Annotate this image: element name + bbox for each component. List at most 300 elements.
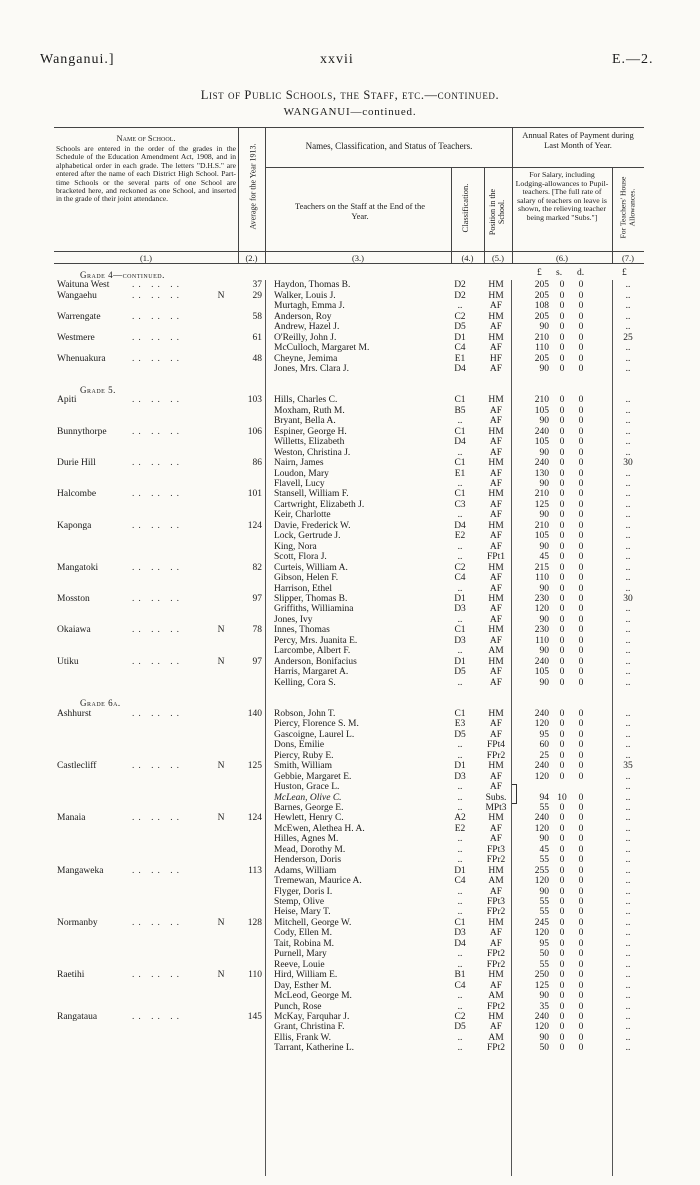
teacher-name: Mitchell, George W. — [274, 917, 352, 928]
classification: C2 — [454, 562, 466, 573]
average-attendance: 78 — [252, 625, 262, 636]
salary-shillings: 0 — [559, 802, 565, 813]
table-row — [0, 291, 700, 301]
salary-pounds: 60 — [539, 740, 549, 751]
house-allowance: .. — [625, 499, 631, 510]
leader-dots: .. .. .. — [132, 593, 183, 604]
position: AF — [489, 322, 503, 333]
salary-pence: 0 — [578, 897, 584, 907]
table-row — [0, 813, 700, 823]
position: AF — [489, 301, 503, 312]
classification: B1 — [454, 970, 466, 981]
salary-shillings: 10 — [557, 792, 567, 803]
classification-column-head: Classification. — [460, 183, 470, 233]
average-attendance: 48 — [252, 353, 262, 364]
classification: C4 — [454, 343, 466, 354]
school-name: Utiku — [57, 656, 79, 667]
table-row — [0, 615, 700, 625]
leader-dots: .. .. .. — [132, 1011, 183, 1022]
leader-dots: .. .. .. — [132, 708, 183, 719]
position: HM — [488, 656, 504, 667]
salary-pence: 0 — [578, 531, 584, 542]
salary-shillings: 0 — [559, 1032, 565, 1043]
teacher-name: Cody, Ellen M. — [274, 928, 332, 939]
salary-pounds: 210 — [534, 489, 549, 500]
salary-shillings: 0 — [559, 458, 565, 469]
house-allowance: .. — [625, 823, 631, 834]
salary-shillings: 0 — [559, 1022, 565, 1033]
salary-pounds: 240 — [534, 813, 549, 824]
table-row — [0, 939, 700, 949]
position: AF — [489, 405, 503, 416]
salary-pence: 0 — [578, 510, 584, 521]
salary-shillings: 0 — [559, 844, 565, 855]
grade-heading — [0, 698, 700, 708]
salary-pence: 0 — [578, 917, 584, 928]
classification: .. — [457, 541, 463, 552]
classification: .. — [457, 1043, 463, 1054]
leader-dots: .. .. .. — [132, 332, 183, 343]
salary-pounds: 45 — [539, 552, 549, 563]
table-row — [0, 866, 700, 876]
table-row — [0, 949, 700, 959]
salary-shillings: 0 — [559, 928, 565, 939]
teacher-name: Keir, Charlotte — [274, 510, 331, 521]
house-allowance: .. — [625, 667, 631, 678]
position: AF — [489, 447, 503, 458]
salary-shillings: 0 — [559, 771, 565, 782]
salary-pounds: 55 — [539, 959, 549, 970]
leader-dots: .. .. .. — [132, 520, 183, 531]
salary-pence: 0 — [578, 1001, 584, 1012]
salary-pence: 0 — [578, 855, 584, 866]
salary-shillings: 0 — [559, 677, 565, 688]
table-row — [0, 793, 700, 803]
school-name: Durie Hill — [57, 458, 96, 469]
classification: D5 — [454, 322, 466, 333]
house-allowance: .. — [625, 646, 631, 657]
salary-shillings: 0 — [559, 322, 565, 333]
house-allowance: .. — [625, 917, 631, 928]
grade-label: Grade 6a. — [80, 698, 121, 709]
salary-pounds: 250 — [534, 970, 549, 981]
house-allowance: .. — [625, 520, 631, 531]
position: HM — [488, 332, 504, 343]
house-allowance: .. — [625, 1043, 631, 1054]
school-name: Castlecliff — [57, 761, 97, 772]
classification: D4 — [454, 364, 466, 375]
school-name: Mangaweka — [57, 865, 104, 876]
salary-pounds: 90 — [539, 364, 549, 375]
salary-pounds: 90 — [539, 1032, 549, 1043]
position: HM — [488, 865, 504, 876]
house-allowance: .. — [625, 729, 631, 740]
position: HM — [488, 458, 504, 469]
salary-shillings: 0 — [559, 917, 565, 928]
house-allowance: .. — [625, 322, 631, 333]
salary-pounds: 90 — [539, 479, 549, 489]
teacher-name: Henderson, Doris — [274, 855, 342, 866]
position: HM — [488, 593, 504, 604]
salary-pounds: 45 — [539, 844, 549, 855]
position: HM — [488, 395, 504, 406]
average-attendance: 97 — [252, 593, 262, 604]
salary-pence: 0 — [578, 667, 584, 678]
position: HM — [488, 1011, 504, 1022]
salary-pence: 0 — [578, 907, 584, 918]
house-allowance: .. — [625, 479, 631, 489]
teacher-name: Punch, Rose — [274, 1001, 322, 1012]
leader-dots: .. .. .. — [132, 280, 183, 291]
table-row — [0, 625, 700, 635]
house-allowance: .. — [625, 886, 631, 897]
table-row — [0, 312, 700, 322]
school-name: Bunnythorpe — [57, 426, 107, 437]
house-allowance: .. — [625, 907, 631, 918]
house-allowance: .. — [625, 876, 631, 887]
teacher-name: Scott, Flora J. — [274, 552, 327, 563]
position: HM — [488, 489, 504, 500]
school-column-head: Name of School. — [116, 133, 176, 143]
teacher-name: Adams, William — [274, 865, 337, 876]
salary-pence: 0 — [578, 405, 584, 416]
col-num-4: (4.) — [461, 253, 474, 263]
salary-pence: 0 — [578, 332, 584, 343]
house-allowance: .. — [625, 938, 631, 949]
salary-pence: 0 — [578, 844, 584, 855]
teacher-name: Innes, Thomas — [274, 625, 330, 636]
house-allowance: .. — [625, 991, 631, 1002]
school-name: Wangaehu — [57, 290, 97, 301]
table-row — [0, 709, 700, 719]
leader-dots: .. .. .. — [132, 562, 183, 573]
grade-label: Grade 4—continued. — [80, 270, 165, 280]
salary-pence: 0 — [578, 573, 584, 584]
leader-dots: .. .. .. — [132, 353, 183, 364]
position: AF — [489, 583, 503, 594]
house-allowance: .. — [625, 740, 631, 751]
salary-pence: 0 — [578, 562, 584, 573]
table-row — [0, 636, 700, 646]
position: HM — [488, 970, 504, 981]
school-name: Waituna West — [57, 280, 110, 291]
table-row — [0, 678, 700, 688]
table-row — [0, 772, 700, 782]
house-allowance: .. — [625, 489, 631, 500]
salary-shillings: 0 — [559, 740, 565, 751]
leader-dots: .. .. .. — [132, 311, 183, 322]
salary-pounds: 130 — [534, 468, 549, 479]
house-allowance: .. — [625, 949, 631, 960]
position: HM — [488, 917, 504, 928]
classification: D1 — [454, 593, 466, 604]
teacher-name: Flavell, Lucy — [274, 479, 325, 489]
average-attendance: 61 — [252, 332, 262, 343]
classification: A2 — [454, 813, 466, 824]
house-allowance: .. — [625, 1011, 631, 1022]
position: AM — [488, 876, 504, 887]
salary-pence: 0 — [578, 646, 584, 657]
teacher-name: Grant, Christina F. — [274, 1022, 345, 1033]
table-row — [0, 960, 700, 970]
classification: .. — [457, 646, 463, 657]
salary-pounds: 90 — [539, 677, 549, 688]
salary-pounds: 125 — [534, 499, 549, 510]
position: AF — [489, 541, 503, 552]
teacher-name: Murtagh, Emma J. — [274, 301, 345, 312]
position: AF — [489, 416, 503, 427]
table-row — [0, 1012, 700, 1022]
house-allowance: .. — [625, 510, 631, 521]
classification: .. — [457, 949, 463, 960]
classification: D2 — [454, 280, 466, 291]
classification: E2 — [454, 823, 466, 834]
salary-shillings: 0 — [559, 625, 565, 636]
classification: .. — [457, 792, 463, 803]
teacher-name: Percy, Mrs. Juanita E. — [274, 635, 358, 646]
salary-pounds: 120 — [534, 876, 549, 887]
leader-dots: .. .. .. — [132, 813, 183, 824]
house-allowance: .. — [625, 897, 631, 907]
teacher-name: Nairn, James — [274, 458, 324, 469]
position: AF — [489, 437, 503, 448]
position: AF — [489, 468, 503, 479]
average-attendance: 29 — [252, 290, 262, 301]
salary-pounds: 35 — [539, 1001, 549, 1012]
position: AF — [489, 343, 503, 354]
salary-shillings: 0 — [559, 855, 565, 866]
position: AF — [489, 729, 503, 740]
salary-pounds: 205 — [534, 353, 549, 364]
salary-pounds: 240 — [534, 458, 549, 469]
house-allowance: .. — [625, 792, 631, 803]
salary-pounds: 55 — [539, 907, 549, 918]
table-row — [0, 406, 700, 416]
house-allowance: .. — [625, 959, 631, 970]
teacher-name: Ellis, Frank W. — [274, 1032, 332, 1043]
table-row — [0, 928, 700, 938]
position: AM — [488, 646, 504, 657]
teacher-name: Griffiths, Williamina — [274, 604, 354, 615]
house-allowance: .. — [625, 834, 631, 845]
teacher-name: Barnes, George E. — [274, 802, 344, 813]
classification: C1 — [454, 458, 466, 469]
position: AF — [489, 479, 503, 489]
teacher-name: Espiner, George H. — [274, 426, 347, 437]
teacher-name: McLeod, George M. — [274, 991, 352, 1002]
salary-pounds: 90 — [539, 646, 549, 657]
page-subtitle: WANGANUI—continued. — [283, 106, 417, 118]
classification: D4 — [454, 437, 466, 448]
salary-shillings: 0 — [559, 447, 565, 458]
allowance-column-head: For Teachers' House Allowances. — [618, 176, 636, 239]
average-attendance: 86 — [252, 458, 262, 469]
salary-shillings: 0 — [559, 353, 565, 364]
salary-pounds: 230 — [534, 593, 549, 604]
average-attendance: 103 — [247, 395, 262, 406]
position: FPr2 — [486, 907, 506, 918]
salary-shillings: 0 — [559, 1043, 565, 1054]
school-name: Halcombe — [57, 489, 97, 500]
grade-heading — [0, 270, 700, 280]
classification: C1 — [454, 625, 466, 636]
average-attendance: 82 — [252, 562, 262, 573]
salary-shillings: 0 — [559, 520, 565, 531]
house-allowance: .. — [625, 437, 631, 448]
salary-pounds: 94 — [539, 792, 549, 803]
salary-shillings: 0 — [559, 729, 565, 740]
salary-pence: 0 — [578, 802, 584, 813]
salary-shillings: 0 — [559, 510, 565, 521]
teacher-name: McKay, Farquhar J. — [274, 1011, 350, 1022]
salary-shillings: 0 — [559, 311, 565, 322]
salary-pence: 0 — [578, 625, 584, 636]
school-name: Warrengate — [57, 311, 101, 322]
salary-pounds: 90 — [539, 510, 549, 521]
average-attendance: 110 — [248, 970, 262, 981]
salary-shillings: 0 — [559, 343, 565, 354]
teacher-name: King, Nora — [274, 541, 317, 552]
col-num-5: (5.) — [491, 253, 505, 263]
leader-dots: .. .. .. — [132, 865, 183, 876]
classification: .. — [457, 897, 463, 907]
salary-pence: 0 — [578, 761, 584, 772]
teacher-name: Slipper, Thomas B. — [274, 593, 348, 604]
salary-pence: 0 — [578, 1022, 584, 1033]
school-name: Rangataua — [57, 1011, 98, 1022]
table-row — [0, 730, 700, 740]
salary-shillings: 0 — [559, 426, 565, 437]
classification: .. — [457, 1032, 463, 1043]
salary-shillings: 0 — [559, 541, 565, 552]
salary-pence: 0 — [578, 343, 584, 354]
teacher-name: Day, Esther M. — [274, 980, 332, 991]
classification: .. — [457, 510, 463, 521]
salary-shillings: 0 — [559, 970, 565, 981]
house-allowance: .. — [625, 771, 631, 782]
classification: C4 — [454, 876, 466, 887]
table-row — [0, 1022, 700, 1032]
district-high-school-mark: N — [217, 625, 225, 636]
table-row — [0, 489, 700, 499]
salary-pence: 0 — [578, 886, 584, 897]
house-allowance: .. — [625, 980, 631, 991]
table-row — [0, 510, 700, 520]
salary-pence: 0 — [578, 290, 584, 301]
classification: .. — [457, 959, 463, 970]
salary-pence: 0 — [578, 928, 584, 939]
teacher-name: Gibson, Helen F. — [274, 573, 339, 584]
salary-pence: 0 — [578, 593, 584, 604]
house-allowance: 30 — [623, 593, 633, 604]
salary-pence: 0 — [578, 813, 584, 824]
house-allowance: .. — [625, 573, 631, 584]
classification: .. — [457, 740, 463, 751]
teacher-name: Dons, Emilie — [274, 740, 325, 751]
classification: E3 — [454, 719, 466, 730]
table-row — [0, 876, 700, 886]
house-allowance: .. — [625, 782, 631, 793]
classification: C4 — [454, 980, 466, 991]
salary-shillings: 0 — [559, 552, 565, 563]
position: FPt1 — [487, 552, 505, 563]
table-row — [0, 354, 700, 364]
house-allowance: .. — [625, 708, 631, 719]
salary-shillings: 0 — [559, 907, 565, 918]
col-num-2: (2.) — [245, 253, 258, 263]
salary-pounds: 215 — [534, 562, 549, 573]
salary-pence: 0 — [578, 395, 584, 406]
average-attendance: 97 — [252, 656, 262, 667]
house-allowance: .. — [625, 468, 631, 479]
average-attendance: 145 — [247, 1011, 262, 1022]
house-allowance: 35 — [623, 761, 633, 772]
salary-pounds: 90 — [539, 886, 549, 897]
school-name: Westmere — [57, 332, 95, 343]
leader-dots: .. .. .. — [132, 489, 183, 500]
position: FPr2 — [486, 959, 506, 970]
position: AF — [489, 938, 503, 949]
table-row — [0, 479, 700, 489]
salary-pounds: 105 — [534, 667, 549, 678]
school-name: Mangatoki — [57, 562, 99, 573]
position: AM — [488, 1032, 504, 1043]
salary-shillings: 0 — [559, 1011, 565, 1022]
salary-shillings: 0 — [559, 614, 565, 625]
salary-pence: 0 — [578, 458, 584, 469]
salary-pounds: 245 — [534, 917, 549, 928]
district-high-school-mark: N — [217, 656, 225, 667]
table-row — [0, 751, 700, 761]
table-row — [0, 981, 700, 991]
position: HM — [488, 520, 504, 531]
salary-pounds: 230 — [534, 625, 549, 636]
salary-pounds: 205 — [534, 290, 549, 301]
salary-pence: 0 — [578, 970, 584, 981]
classification: .. — [457, 447, 463, 458]
classification: C1 — [454, 708, 466, 719]
position: AF — [489, 771, 503, 782]
teacher-name: Purnell, Mary — [274, 949, 327, 960]
house-allowance: .. — [625, 844, 631, 855]
teacher-name: Hird, William E. — [274, 970, 338, 981]
house-allowance: .. — [625, 426, 631, 437]
table-row — [0, 364, 700, 374]
house-allowance: 25 — [623, 332, 633, 343]
leader-dots: .. .. .. — [132, 761, 183, 772]
table-row — [0, 322, 700, 332]
salary-shillings: 0 — [559, 635, 565, 646]
teacher-name: Willetts, Elizabeth — [274, 437, 345, 448]
classification: .. — [457, 677, 463, 688]
teacher-name: Smith, William — [274, 761, 333, 772]
salary-pounds: 240 — [534, 426, 549, 437]
table-row — [0, 552, 700, 562]
salary-pounds: 125 — [534, 980, 549, 991]
table-row — [0, 657, 700, 667]
school-column-note: Schools are entered in the order of the grades in the Schedule of the Education Amendment Act, 1908, and in alphabetical order in each grade. The letters "D.H.S." are entered after the name of each District High School. Part-time Schools or the several parts of one School are bracketed here, and reckoned as one School, and inserted in the grade of their joint attendance. — [56, 144, 236, 204]
table-row — [0, 458, 700, 468]
teacher-name: Loudon, Mary — [274, 468, 329, 479]
position: AF — [489, 635, 503, 646]
position: AF — [489, 614, 503, 625]
classification: C1 — [454, 917, 466, 928]
salary-shillings: 0 — [559, 479, 565, 489]
position: AF — [489, 719, 503, 730]
table-row — [0, 970, 700, 980]
classification: .. — [457, 750, 463, 761]
table-row — [0, 280, 700, 290]
